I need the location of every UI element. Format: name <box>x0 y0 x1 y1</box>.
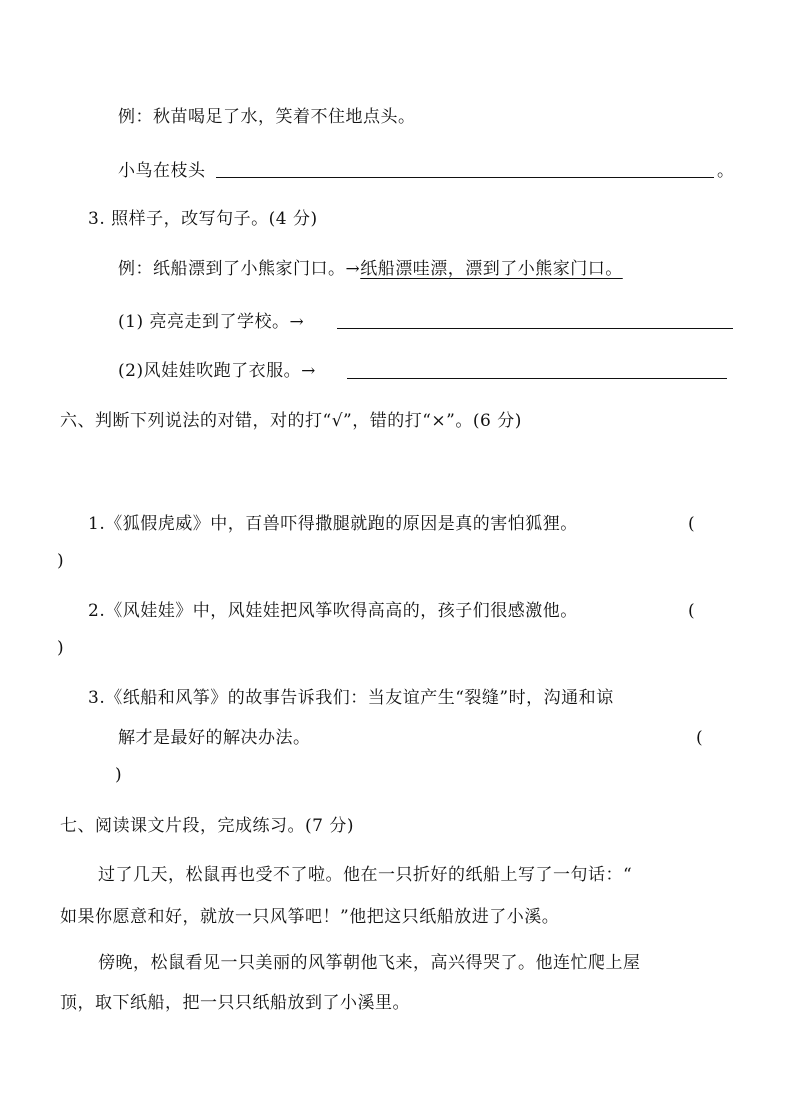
judge-item-3-text-cont: 解才是最好的解决办法。 <box>118 728 311 748</box>
example-sentence: 例：秋苗喝足了水，笑着不住地点头。 <box>118 107 416 127</box>
answer-blank-q3-2[interactable] <box>347 378 727 379</box>
judge-item-3-text: 3.《纸船和风筝》的故事告诉我们：当友谊产生“裂缝”时，沟通和谅 <box>88 688 614 708</box>
judge-item-3-open[interactable]: ( <box>696 728 704 748</box>
answer-blank-q3-1[interactable] <box>337 328 733 329</box>
q3-example-answer: 纸船漂哇漂，漂到了小熊家门口。 <box>360 259 623 279</box>
q3-example-prefix: 例：纸船漂到了小熊家门口。→ <box>118 259 361 279</box>
judge-item-1-open[interactable]: ( <box>688 514 696 534</box>
answer-blank-bird[interactable] <box>216 177 714 178</box>
passage-para2-line2: 顶，取下纸船，把一只只纸船放到了小溪里。 <box>60 993 410 1013</box>
section6-title: 六、判断下列说法的对错，对的打“√”，错的打“×”。(6 分) <box>60 411 522 431</box>
passage-para1-line2: 如果你愿意和好，就放一只风筝吧！”他把这只纸船放进了小溪。 <box>60 907 560 927</box>
passage-para1-line1: 过了几天，松鼠再也受不了啦。他在一只折好的纸船上写了一句话：“ <box>98 865 633 885</box>
q3-title: 3. 照样子，改写句子。(4 分) <box>88 209 318 229</box>
q3-item-2: (2)风娃娃吹跑了衣服。→ <box>118 361 316 381</box>
passage-para2-line1: 傍晚，松鼠看见一只美丽的风筝朝他飞来，高兴得哭了。他连忙爬上屋 <box>98 953 641 973</box>
judge-item-2-close: ) <box>57 638 65 658</box>
section7-title: 七、阅读课文片段，完成练习。(7 分) <box>60 816 354 836</box>
judge-item-2-open[interactable]: ( <box>688 601 696 621</box>
exercise-prefix: 小鸟在枝头 <box>118 161 206 181</box>
judge-item-3-close: ) <box>115 765 123 785</box>
q3-item-1: (1) 亮亮走到了学校。→ <box>118 312 305 332</box>
exercise-end: 。 <box>717 161 735 181</box>
q3-example <box>118 258 623 280</box>
judge-item-1-close: ) <box>57 551 65 571</box>
judge-item-1-text: 1.《狐假虎威》中，百兽吓得撒腿就跑的原因是真的害怕狐狸。 <box>88 514 578 534</box>
judge-item-2-text: 2.《风娃娃》中，风娃娃把风筝吹得高高的，孩子们很感激他。 <box>88 601 578 621</box>
